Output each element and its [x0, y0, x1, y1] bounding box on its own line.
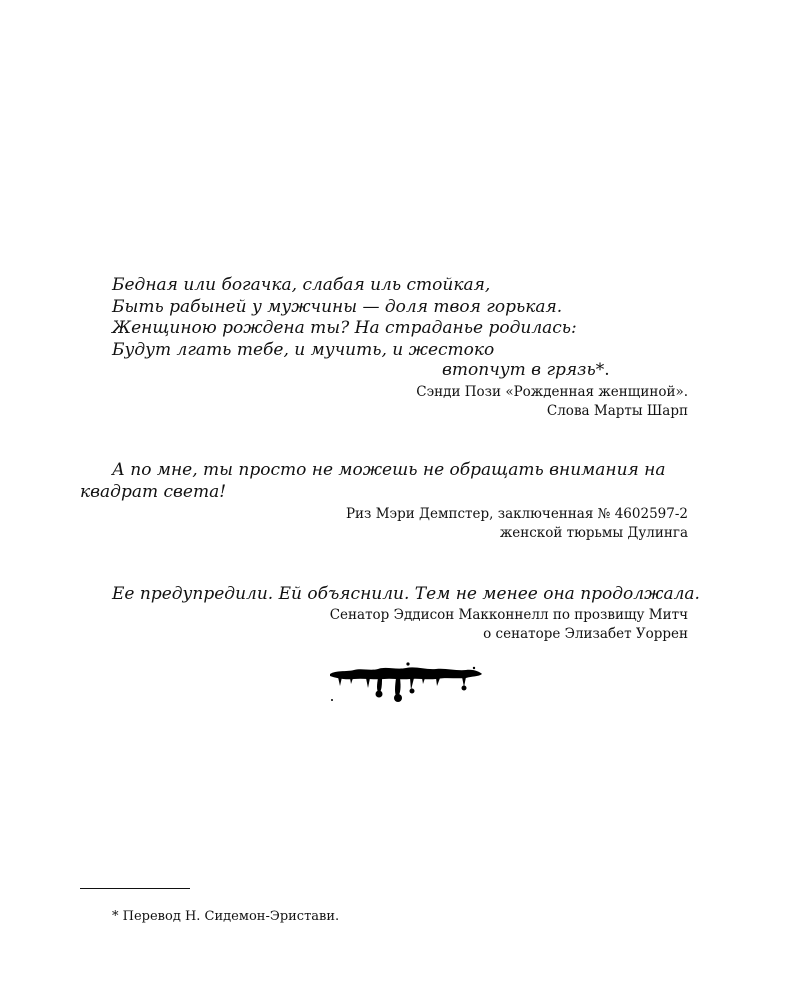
quote2-line-2: квадрат света!	[80, 482, 227, 502]
poem-line-4: Будут лгать тебе, и мучить, и жестоко	[112, 340, 495, 360]
quote3-attribution-1: Сенатор Эддисон Макконнелл по прозвищу Митч	[329, 607, 688, 623]
poem-attribution-1: Сэнди Пози «Рожденная женщиной».	[416, 384, 688, 400]
footnote-text: * Перевод Н. Сидемон-Эристави.	[112, 909, 340, 924]
poem-line-3: Женщиною рождена ты? На страданье родилась:	[112, 318, 577, 338]
footnote-rule	[80, 888, 190, 889]
quote2-line-1: А по мне, ты просто не можешь не обращать внимания на	[112, 460, 666, 480]
poem-line-5	[442, 360, 610, 380]
quote2-attribution-2: женской тюрьмы Дулинга	[499, 525, 688, 541]
footnote-marker: *.	[595, 360, 610, 380]
poem-attribution-2: Слова Марты Шарп	[546, 403, 688, 419]
quote3-line: Ее предупредили. Ей объяснили. Тем не менее она продолжала.	[112, 584, 700, 604]
poem-line-2: Быть рабыней у мужчины — доля твоя горькая.	[112, 297, 563, 317]
quote3-attribution-2: о сенаторе Элизабет Уоррен	[483, 626, 688, 642]
quote2-attribution-1: Риз Мэри Демпстер, заключенная № 4602597-2	[345, 506, 688, 522]
poem-line-1: Бедная или богачка, слабая иль стойкая,	[112, 275, 491, 295]
poem-line-5-text: втопчут в грязь	[442, 360, 596, 380]
ink-blot-divider-icon	[326, 660, 486, 708]
